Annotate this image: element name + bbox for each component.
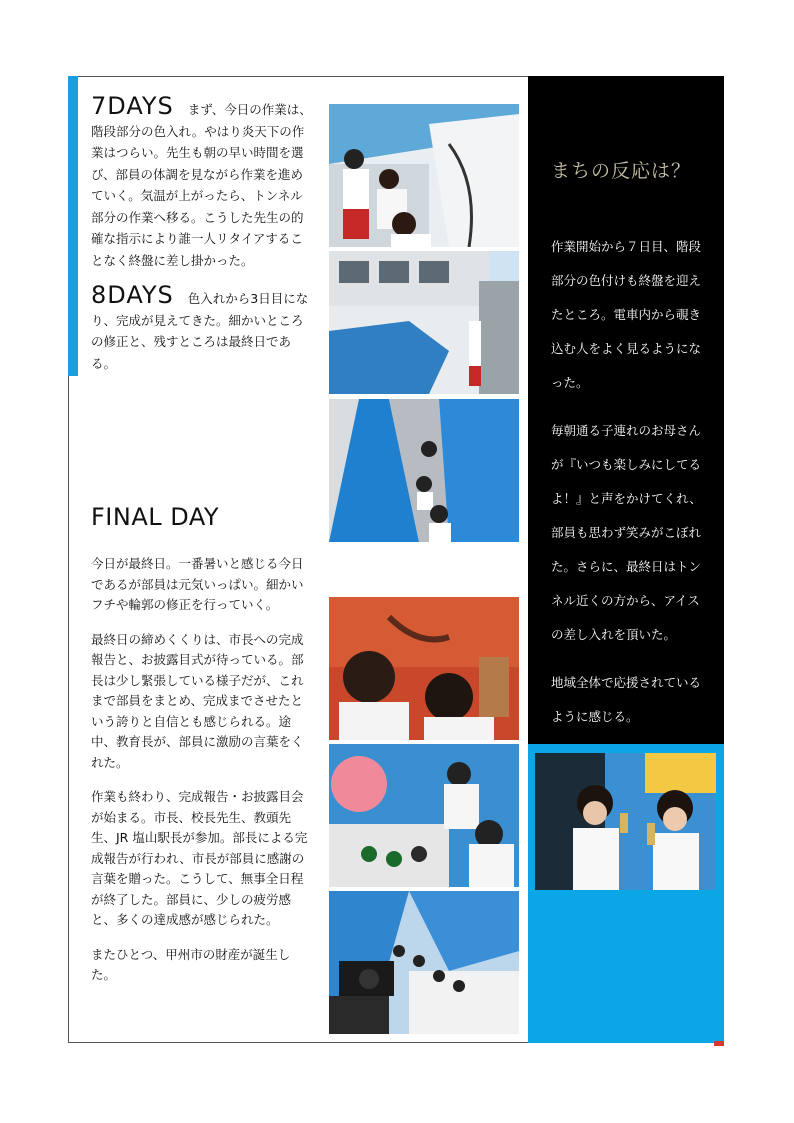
- sidebar-paragraph-1: 作業開始から７日目、階段部分の色付けも終盤を迎えたところ。電車内から覗き込む人をよく見るようになった。: [551, 239, 702, 390]
- final-paragraph-3: 作業も終わり、完成報告・お披露目会が始まる。市長、校長先生、教頭先生、JR 塩山駅長が参加。部長による完成報告が行われ、市長が部員に感謝の言葉を贈った。こうして、無事全日程が終了した。部員に、少しの疲労感と、多くの達成感が感じられた。: [91, 789, 308, 927]
- section-7days: [91, 92, 313, 271]
- photo-stair-overview: [329, 399, 519, 542]
- photo-ceremony: [329, 891, 519, 1034]
- sidebar-title: まちの反応は？: [551, 160, 692, 182]
- heading-7days: 7DAYS: [91, 92, 174, 120]
- final-paragraph-2: 最終日の締めくくりは、市長への完成報告と、お披露目式が待っている。部長は少し緊張している様子だが、これまで部員をまとめ、完成までさせたという誇りと自信とも感じられる。途中、教育長が、部員に激励の言葉をくれた。: [91, 631, 304, 770]
- sidebar-paragraph-3: 地域全体で応援されているように感じる。: [551, 675, 702, 724]
- final-day-text: [91, 554, 313, 1000]
- heading-final-day: FINAL DAY: [91, 503, 220, 531]
- photo-ice-cream: [535, 753, 716, 890]
- sidebar-paragraph-2: 毎朝通る子連れのお母さんが『いつも楽しみにしてるよ！』と声をかけてくれ、部員も思わず笑みがこぼれた。さらに、最終日はトンネル近くの方から、アイスの差し入れを頂いた。: [551, 423, 702, 642]
- red-corner-mark: [714, 1041, 724, 1046]
- text-7days: まず、今日の作業は、階段部分の色入れ。やはり炎天下の作業はつらい。先生も朝の早い時間を選び、部員の体調を見ながら作業を進めていく。気温が上がったら、トンネル部分の作業へ移る。こうした先生の的確な指示により誰一人リタイアすることなく終盤に差し掛かった。: [91, 102, 312, 268]
- final-paragraph-1: 今日が最終日。一番暑いと感じる今日であるが部員は元気いっぱい。細かいフチや輪郭の修正を行っていく。: [91, 556, 304, 612]
- photo-stair-painting: [329, 104, 519, 247]
- photo-final-touchup: [329, 597, 519, 740]
- photo-tunnel-train: [329, 251, 519, 394]
- heading-8days: 8DAYS: [91, 281, 174, 309]
- days-column: [91, 92, 313, 384]
- text-8days: 色入れから3日目になり、完成が見えてきた。細かいところの修正と、残すところは最終日である。: [91, 291, 309, 371]
- photo-paint-cans: [329, 744, 519, 887]
- sidebar-text: [551, 230, 711, 748]
- section-8days: [91, 281, 313, 374]
- final-paragraph-4: またひとつ、甲州市の財産が誕生した。: [91, 946, 291, 982]
- accent-bar: [68, 76, 78, 376]
